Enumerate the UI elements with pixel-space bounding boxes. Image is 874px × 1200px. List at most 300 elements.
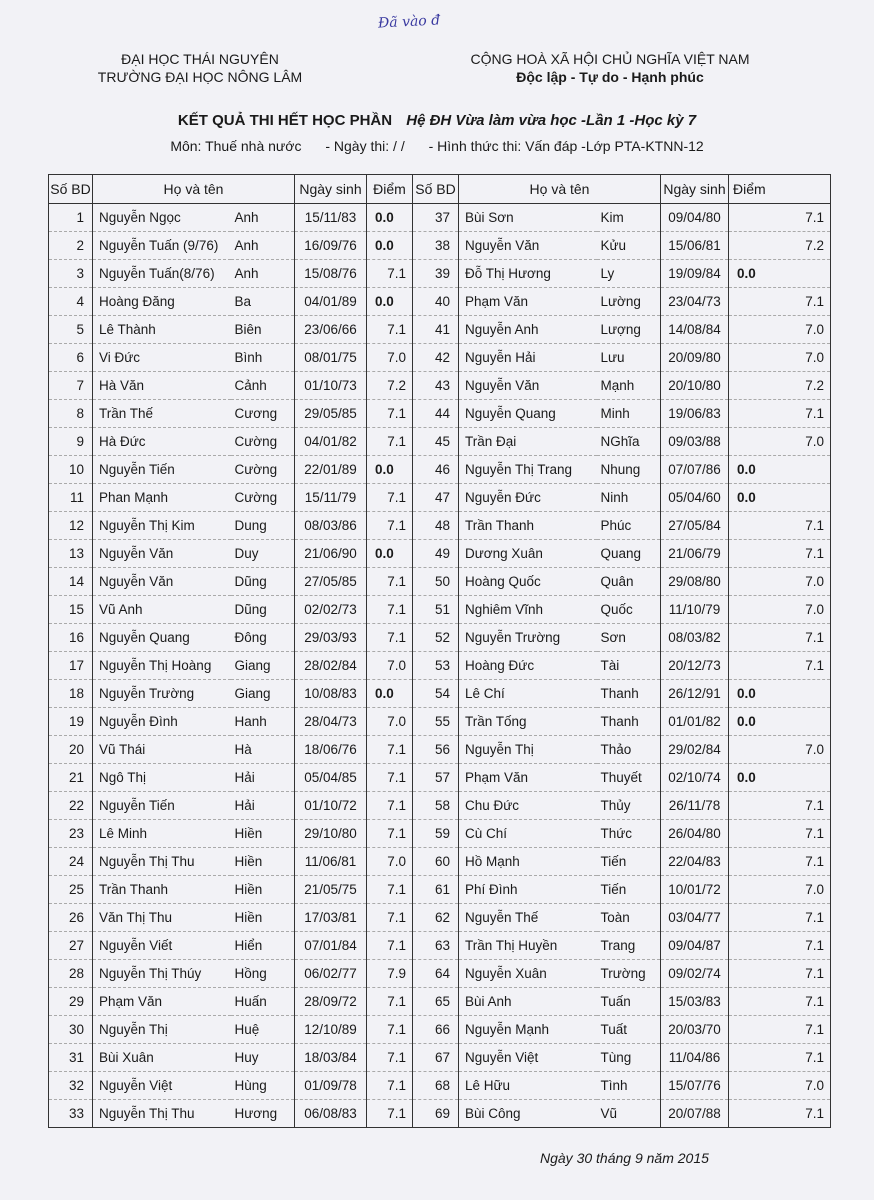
student-number: 22 <box>49 792 93 820</box>
first-name: Hương <box>231 1100 295 1128</box>
exam-score: 0.0 <box>729 764 831 792</box>
first-name: Kửu <box>597 232 661 260</box>
header-left <box>70 50 330 86</box>
col-header-dob: Ngày sinh <box>661 175 729 204</box>
exam-score: 7.1 <box>729 820 831 848</box>
birth-date: 26/12/91 <box>661 680 729 708</box>
col-header-dob: Ngày sinh <box>295 175 367 204</box>
birth-date: 17/03/81 <box>295 904 367 932</box>
exam-score: 7.1 <box>729 1016 831 1044</box>
exam-score: 7.1 <box>367 764 413 792</box>
student-number: 11 <box>49 484 93 512</box>
first-name: Huy <box>231 1044 295 1072</box>
last-name: Nguyễn Văn <box>93 568 231 596</box>
birth-date: 19/09/84 <box>661 260 729 288</box>
first-name: Hải <box>231 764 295 792</box>
last-name: Nguyễn Thị <box>93 1016 231 1044</box>
birth-date: 12/10/89 <box>295 1016 367 1044</box>
birth-date: 05/04/60 <box>661 484 729 512</box>
student-number: 51 <box>413 596 459 624</box>
last-name: Nguyễn Thị Trang <box>459 456 597 484</box>
last-name: Nguyễn Hải <box>459 344 597 372</box>
student-number: 60 <box>413 848 459 876</box>
birth-date: 28/09/72 <box>295 988 367 1016</box>
col-header-name: Họ và tên <box>459 175 661 204</box>
exam-score: 7.1 <box>729 288 831 316</box>
birth-date: 08/03/82 <box>661 624 729 652</box>
student-number: 64 <box>413 960 459 988</box>
birth-date: 23/06/66 <box>295 316 367 344</box>
exam-score: 7.1 <box>729 624 831 652</box>
table-row <box>49 876 831 904</box>
last-name: Lê Chí <box>459 680 597 708</box>
first-name: Bình <box>231 344 295 372</box>
table-row <box>49 652 831 680</box>
first-name: Kim <box>597 204 661 232</box>
first-name: Phúc <box>597 512 661 540</box>
exam-score: 7.1 <box>367 1016 413 1044</box>
exam-score: 7.1 <box>367 988 413 1016</box>
table-header-row <box>49 175 831 204</box>
exam-form: - Hình thức thi: Vấn đáp -Lớp PTA-KTNN-12 <box>428 138 704 154</box>
first-name: Cương <box>231 400 295 428</box>
first-name: NGhĩa <box>597 428 661 456</box>
first-name: Thảo <box>597 736 661 764</box>
student-number: 68 <box>413 1072 459 1100</box>
birth-date: 06/02/77 <box>295 960 367 988</box>
first-name: Sơn <box>597 624 661 652</box>
birth-date: 15/06/81 <box>661 232 729 260</box>
student-number: 59 <box>413 820 459 848</box>
last-name: Trần Tống <box>459 708 597 736</box>
table-row <box>49 456 831 484</box>
student-number: 47 <box>413 484 459 512</box>
student-number: 42 <box>413 344 459 372</box>
birth-date: 16/09/76 <box>295 232 367 260</box>
exam-score: 0.0 <box>729 484 831 512</box>
first-name: Hanh <box>231 708 295 736</box>
exam-score: 7.0 <box>729 344 831 372</box>
exam-score: 7.1 <box>367 792 413 820</box>
exam-score: 7.1 <box>729 540 831 568</box>
exam-score: 7.1 <box>367 1072 413 1100</box>
exam-subject: Môn: Thuế nhà nước <box>170 138 302 154</box>
student-number: 63 <box>413 932 459 960</box>
student-number: 55 <box>413 708 459 736</box>
birth-date: 08/01/75 <box>295 344 367 372</box>
results-table <box>48 174 831 1128</box>
birth-date: 04/01/82 <box>295 428 367 456</box>
last-name: Phan Mạnh <box>93 484 231 512</box>
birth-date: 29/05/85 <box>295 400 367 428</box>
title-system: Hệ ĐH Vừa làm vừa học -Lần 1 -Học kỳ 7 <box>406 112 697 129</box>
exam-score: 0.0 <box>367 680 413 708</box>
col-header-no: Số BD <box>49 175 93 204</box>
birth-date: 07/07/86 <box>661 456 729 484</box>
table-row <box>49 1072 831 1100</box>
first-name: Dung <box>231 512 295 540</box>
birth-date: 03/04/77 <box>661 904 729 932</box>
last-name: Hà Văn <box>93 372 231 400</box>
table-row <box>49 624 831 652</box>
first-name: Tuất <box>597 1016 661 1044</box>
last-name: Nguyễn Văn <box>459 372 597 400</box>
birth-date: 22/04/83 <box>661 848 729 876</box>
exam-score: 7.0 <box>729 596 831 624</box>
birth-date: 22/01/89 <box>295 456 367 484</box>
first-name: Hùng <box>231 1072 295 1100</box>
last-name: Hoàng Quốc <box>459 568 597 596</box>
table-row <box>49 204 831 232</box>
student-number: 9 <box>49 428 93 456</box>
col-header-score: Điểm <box>729 175 831 204</box>
student-number: 24 <box>49 848 93 876</box>
student-number: 30 <box>49 1016 93 1044</box>
first-name: Trường <box>597 960 661 988</box>
student-number: 48 <box>413 512 459 540</box>
table-body <box>49 204 831 1128</box>
student-number: 1 <box>49 204 93 232</box>
student-number: 15 <box>49 596 93 624</box>
birth-date: 21/05/75 <box>295 876 367 904</box>
birth-date: 20/10/80 <box>661 372 729 400</box>
last-name: Bùi Công <box>459 1100 597 1128</box>
birth-date: 29/08/80 <box>661 568 729 596</box>
last-name: Nguyễn Thị Thúy <box>93 960 231 988</box>
last-name: Trần Đại <box>459 428 597 456</box>
exam-score: 0.0 <box>729 456 831 484</box>
first-name: Quang <box>597 540 661 568</box>
birth-date: 28/02/84 <box>295 652 367 680</box>
birth-date: 01/01/82 <box>661 708 729 736</box>
birth-date: 21/06/79 <box>661 540 729 568</box>
first-name: Hiển <box>231 932 295 960</box>
first-name: Thanh <box>597 680 661 708</box>
first-name: Tài <box>597 652 661 680</box>
first-name: Tiến <box>597 876 661 904</box>
birth-date: 04/01/89 <box>295 288 367 316</box>
first-name: Hiền <box>231 820 295 848</box>
student-number: 33 <box>49 1100 93 1128</box>
student-number: 20 <box>49 736 93 764</box>
last-name: Ngô Thị <box>93 764 231 792</box>
last-name: Nguyễn Trường <box>459 624 597 652</box>
exam-score: 7.1 <box>367 400 413 428</box>
student-number: 45 <box>413 428 459 456</box>
birth-date: 06/08/83 <box>295 1100 367 1128</box>
last-name: Nguyễn Thị Thu <box>93 1100 231 1128</box>
birth-date: 20/03/70 <box>661 1016 729 1044</box>
student-number: 39 <box>413 260 459 288</box>
first-name: Lường <box>597 288 661 316</box>
col-header-no: Số BD <box>413 175 459 204</box>
birth-date: 19/06/83 <box>661 400 729 428</box>
exam-score: 7.1 <box>729 1044 831 1072</box>
birth-date: 01/09/78 <box>295 1072 367 1100</box>
birth-date: 07/01/84 <box>295 932 367 960</box>
student-number: 52 <box>413 624 459 652</box>
last-name: Nguyễn Văn <box>459 232 597 260</box>
student-number: 28 <box>49 960 93 988</box>
birth-date: 05/04/85 <box>295 764 367 792</box>
first-name: Nhung <box>597 456 661 484</box>
last-name: Hoàng Đức <box>459 652 597 680</box>
exam-score: 7.1 <box>729 204 831 232</box>
birth-date: 15/07/76 <box>661 1072 729 1100</box>
table-row <box>49 512 831 540</box>
first-name: Hiền <box>231 904 295 932</box>
student-number: 4 <box>49 288 93 316</box>
first-name: Đông <box>231 624 295 652</box>
birth-date: 14/08/84 <box>661 316 729 344</box>
student-number: 3 <box>49 260 93 288</box>
student-number: 21 <box>49 764 93 792</box>
last-name: Nguyễn Việt <box>93 1072 231 1100</box>
student-number: 26 <box>49 904 93 932</box>
exam-score: 7.1 <box>729 1100 831 1128</box>
last-name: Nguyễn Tuấn (9/76) <box>93 232 231 260</box>
birth-date: 01/10/72 <box>295 792 367 820</box>
student-number: 25 <box>49 876 93 904</box>
last-name: Lê Hữu <box>459 1072 597 1100</box>
first-name: Anh <box>231 232 295 260</box>
table-row <box>49 596 831 624</box>
exam-score: 7.0 <box>367 652 413 680</box>
table-row <box>49 260 831 288</box>
last-name: Nguyễn Thị Kim <box>93 512 231 540</box>
first-name: Hải <box>231 792 295 820</box>
first-name: Cường <box>231 428 295 456</box>
exam-score: 7.1 <box>367 596 413 624</box>
last-name: Phạm Văn <box>459 288 597 316</box>
first-name: Anh <box>231 260 295 288</box>
signing-date: Ngày 30 tháng 9 năm 2015 <box>540 1150 709 1166</box>
student-number: 6 <box>49 344 93 372</box>
table-row <box>49 232 831 260</box>
table-row <box>49 1016 831 1044</box>
last-name: Văn Thị Thu <box>93 904 231 932</box>
exam-score: 7.2 <box>729 372 831 400</box>
first-name: Huấn <box>231 988 295 1016</box>
first-name: Ninh <box>597 484 661 512</box>
student-number: 43 <box>413 372 459 400</box>
exam-score: 7.0 <box>367 344 413 372</box>
last-name: Vũ Anh <box>93 596 231 624</box>
student-number: 62 <box>413 904 459 932</box>
birth-date: 15/08/76 <box>295 260 367 288</box>
first-name: Lưu <box>597 344 661 372</box>
last-name: Nguyễn Thị Thu <box>93 848 231 876</box>
last-name: Nguyễn Văn <box>93 540 231 568</box>
col-header-name: Họ và tên <box>93 175 295 204</box>
exam-score: 7.1 <box>367 1044 413 1072</box>
table-row <box>49 708 831 736</box>
exam-score: 0.0 <box>729 260 831 288</box>
first-name: Cường <box>231 484 295 512</box>
last-name: Nguyễn Tuấn(8/76) <box>93 260 231 288</box>
birth-date: 29/10/80 <box>295 820 367 848</box>
exam-score: 7.1 <box>729 792 831 820</box>
last-name: Hà Đức <box>93 428 231 456</box>
birth-date: 29/03/93 <box>295 624 367 652</box>
exam-score: 7.1 <box>367 428 413 456</box>
exam-score: 7.0 <box>729 1072 831 1100</box>
birth-date: 09/03/88 <box>661 428 729 456</box>
last-name: Nguyễn Thị Hoàng <box>93 652 231 680</box>
exam-date: - Ngày thi: / / <box>325 138 405 154</box>
student-number: 31 <box>49 1044 93 1072</box>
last-name: Phạm Văn <box>459 764 597 792</box>
first-name: Giang <box>231 652 295 680</box>
exam-score: 7.1 <box>367 316 413 344</box>
birth-date: 20/09/80 <box>661 344 729 372</box>
last-name: Lê Minh <box>93 820 231 848</box>
birth-date: 11/04/86 <box>661 1044 729 1072</box>
birth-date: 23/04/73 <box>661 288 729 316</box>
first-name: Hà <box>231 736 295 764</box>
student-number: 37 <box>413 204 459 232</box>
birth-date: 21/06/90 <box>295 540 367 568</box>
birth-date: 02/02/73 <box>295 596 367 624</box>
first-name: Biên <box>231 316 295 344</box>
exam-score: 7.1 <box>729 960 831 988</box>
exam-score: 0.0 <box>729 708 831 736</box>
table-row <box>49 1044 831 1072</box>
first-name: Quốc <box>597 596 661 624</box>
first-name: Trang <box>597 932 661 960</box>
header-right <box>430 50 790 86</box>
first-name: Tuấn <box>597 988 661 1016</box>
last-name: Nguyễn Quang <box>459 400 597 428</box>
student-number: 29 <box>49 988 93 1016</box>
student-number: 38 <box>413 232 459 260</box>
exam-score: 7.1 <box>729 932 831 960</box>
student-number: 23 <box>49 820 93 848</box>
exam-score: 7.1 <box>367 512 413 540</box>
table-row <box>49 764 831 792</box>
student-number: 50 <box>413 568 459 596</box>
exam-score: 7.1 <box>729 848 831 876</box>
birth-date: 15/11/79 <box>295 484 367 512</box>
birth-date: 20/12/73 <box>661 652 729 680</box>
student-number: 56 <box>413 736 459 764</box>
last-name: Trần Thanh <box>459 512 597 540</box>
first-name: Hồng <box>231 960 295 988</box>
student-number: 5 <box>49 316 93 344</box>
student-number: 18 <box>49 680 93 708</box>
birth-date: 10/01/72 <box>661 876 729 904</box>
birth-date: 08/03/86 <box>295 512 367 540</box>
birth-date: 27/05/85 <box>295 568 367 596</box>
first-name: Tiến <box>597 848 661 876</box>
student-number: 8 <box>49 400 93 428</box>
last-name: Nguyễn Anh <box>459 316 597 344</box>
exam-score: 7.1 <box>729 400 831 428</box>
exam-score: 7.0 <box>367 708 413 736</box>
exam-score: 0.0 <box>367 204 413 232</box>
first-name: Vũ <box>597 1100 661 1128</box>
birth-date: 09/02/74 <box>661 960 729 988</box>
table-row <box>49 848 831 876</box>
student-number: 69 <box>413 1100 459 1128</box>
table-row <box>49 372 831 400</box>
birth-date: 02/10/74 <box>661 764 729 792</box>
student-number: 53 <box>413 652 459 680</box>
table-row <box>49 400 831 428</box>
table-row <box>49 932 831 960</box>
exam-score: 7.0 <box>729 736 831 764</box>
first-name: Ly <box>597 260 661 288</box>
first-name: Minh <box>597 400 661 428</box>
table-row <box>49 316 831 344</box>
birth-date: 09/04/80 <box>661 204 729 232</box>
table-row <box>49 988 831 1016</box>
student-number: 17 <box>49 652 93 680</box>
exam-score: 7.1 <box>367 904 413 932</box>
university-name: ĐẠI HỌC THÁI NGUYÊN <box>121 51 279 67</box>
student-number: 57 <box>413 764 459 792</box>
last-name: Nguyễn Thị <box>459 736 597 764</box>
first-name: Duy <box>231 540 295 568</box>
last-name: Vũ Thái <box>93 736 231 764</box>
birth-date: 26/11/78 <box>661 792 729 820</box>
student-number: 13 <box>49 540 93 568</box>
last-name: Phạm Văn <box>93 988 231 1016</box>
last-name: Phí Đình <box>459 876 597 904</box>
exam-score: 7.0 <box>367 848 413 876</box>
last-name: Trần Thị Huyền <box>459 932 597 960</box>
country-name: CỘNG HOÀ XÃ HỘI CHỦ NGHĨA VIỆT NAM <box>470 51 750 67</box>
first-name: Cường <box>231 456 295 484</box>
birth-date: 18/03/84 <box>295 1044 367 1072</box>
last-name: Nguyễn Xuân <box>459 960 597 988</box>
table-row <box>49 288 831 316</box>
student-number: 32 <box>49 1072 93 1100</box>
birth-date: 27/05/84 <box>661 512 729 540</box>
exam-score: 7.0 <box>729 428 831 456</box>
last-name: Nguyễn Trường <box>93 680 231 708</box>
first-name: Giang <box>231 680 295 708</box>
birth-date: 20/07/88 <box>661 1100 729 1128</box>
exam-score: 7.1 <box>729 512 831 540</box>
first-name: Quân <box>597 568 661 596</box>
exam-score: 7.9 <box>367 960 413 988</box>
exam-score: 7.2 <box>729 232 831 260</box>
table-row <box>49 428 831 456</box>
last-name: Nguyễn Tiến <box>93 792 231 820</box>
student-number: 19 <box>49 708 93 736</box>
title-main: KẾT QUẢ THI HẾT HỌC PHẦN <box>177 112 393 129</box>
last-name: Nguyễn Quang <box>93 624 231 652</box>
results-table-wrapper <box>48 174 830 1128</box>
birth-date: 09/04/87 <box>661 932 729 960</box>
exam-score: 7.0 <box>729 316 831 344</box>
student-number: 16 <box>49 624 93 652</box>
first-name: Thanh <box>597 708 661 736</box>
first-name: Tùng <box>597 1044 661 1072</box>
last-name: Nguyễn Đức <box>459 484 597 512</box>
exam-score: 7.0 <box>729 876 831 904</box>
last-name: Vi Đức <box>93 344 231 372</box>
last-name: Lê Thành <box>93 316 231 344</box>
first-name: Thuyết <box>597 764 661 792</box>
national-motto: Độc lập - Tự do - Hạnh phúc <box>516 69 704 85</box>
student-number: 41 <box>413 316 459 344</box>
first-name: Cảnh <box>231 372 295 400</box>
table-row <box>49 904 831 932</box>
last-name: Bùi Anh <box>459 988 597 1016</box>
exam-score: 0.0 <box>729 680 831 708</box>
